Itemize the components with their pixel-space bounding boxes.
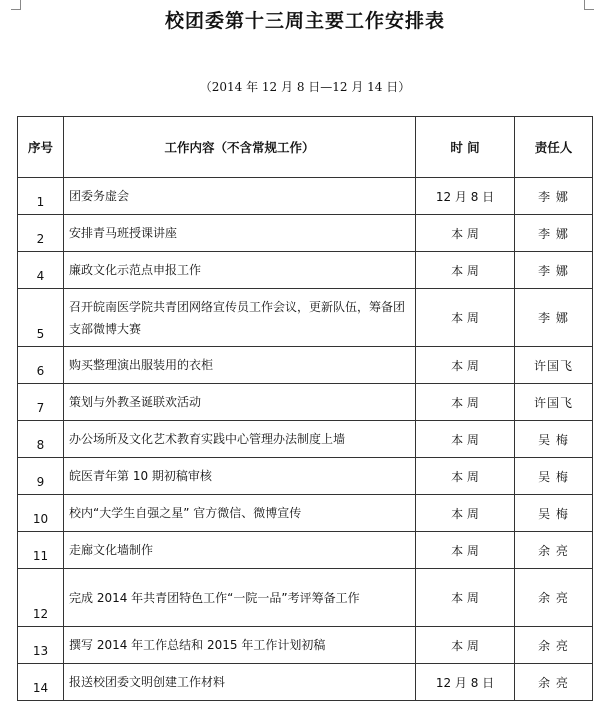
row-content: 廉政文化示范点申报工作 [64,252,416,289]
row-person: 余 亮 [515,569,593,627]
row-time: 本 周 [416,215,515,252]
row-content: 办公场所及文化艺术教育实践中心管理办法制度上墙 [64,421,416,458]
row-content: 策划与外教圣诞联欢活动 [64,384,416,421]
row-time: 本 周 [416,347,515,384]
row-time: 本 周 [416,421,515,458]
row-person: 吴 梅 [515,421,593,458]
row-content: 皖医青年第 10 期初稿审核 [64,458,416,495]
row-person: 余 亮 [515,664,593,701]
row-time: 本 周 [416,384,515,421]
row-time: 本 周 [416,532,515,569]
row-person: 吴 梅 [515,458,593,495]
row-number: 7 [18,384,64,421]
row-time: 本 周 [416,569,515,627]
row-person: 李 娜 [515,215,593,252]
row-time: 本 周 [416,627,515,664]
row-number: 6 [18,347,64,384]
row-person: 余 亮 [515,627,593,664]
row-content: 撰写 2014 年工作总结和 2015 年工作计划初稿 [64,627,416,664]
row-number: 10 [18,495,64,532]
table-row [18,347,593,384]
row-number: 8 [18,421,64,458]
table-row [18,289,593,347]
table-row [18,495,593,532]
header-time: 时 间 [416,117,515,178]
table-row [18,421,593,458]
row-time: 12 月 8 日 [416,664,515,701]
row-number: 14 [18,664,64,701]
row-person: 李 娜 [515,252,593,289]
row-content: 团委务虚会 [64,178,416,215]
row-number: 5 [18,289,64,347]
row-person: 许国飞 [515,347,593,384]
row-person: 余 亮 [515,532,593,569]
row-person: 李 娜 [515,178,593,215]
row-person: 李 娜 [515,289,593,347]
table-row [18,178,593,215]
row-number: 1 [18,178,64,215]
row-number: 4 [18,252,64,289]
row-number: 11 [18,532,64,569]
row-time: 本 周 [416,495,515,532]
header-content: 工作内容（不含常规工作） [64,117,416,178]
row-content: 购买整理演出服装用的衣柜 [64,347,416,384]
row-content: 召开皖南医学院共青团网络宣传员工作会议，更新队伍，筹备团支部微博大赛 [64,289,416,347]
date-range-subtitle: （2014 年 12 月 8 日—12 月 14 日） [199,80,411,94]
table-row [18,532,593,569]
row-number: 2 [18,215,64,252]
table-row [18,215,593,252]
row-time: 12 月 8 日 [416,178,515,215]
table-row [18,664,593,701]
table-row [18,627,593,664]
table-row [18,569,593,627]
row-content: 走廊文化墙制作 [64,532,416,569]
row-content: 完成 2014 年共青团特色工作“一院一品”考评筹备工作 [64,569,416,627]
row-number: 9 [18,458,64,495]
row-time: 本 周 [416,458,515,495]
row-time: 本 周 [416,252,515,289]
row-content: 报送校团委文明创建工作材料 [64,664,416,701]
row-time: 本 周 [416,289,515,347]
row-content: 安排青马班授课讲座 [64,215,416,252]
row-number: 13 [18,627,64,664]
row-number: 12 [18,569,64,627]
table-row [18,384,593,421]
table-header-row [18,117,593,178]
header-seq: 序号 [18,117,64,178]
row-content: 校内“大学生自强之星” 官方微信、微博宣传 [64,495,416,532]
document-title: 校团委第十三周主要工作安排表 [164,10,445,32]
table-row [18,458,593,495]
header-person: 责任人 [515,117,593,178]
row-person: 许国飞 [515,384,593,421]
row-person: 吴 梅 [515,495,593,532]
table-row [18,252,593,289]
work-schedule-table [17,116,593,701]
